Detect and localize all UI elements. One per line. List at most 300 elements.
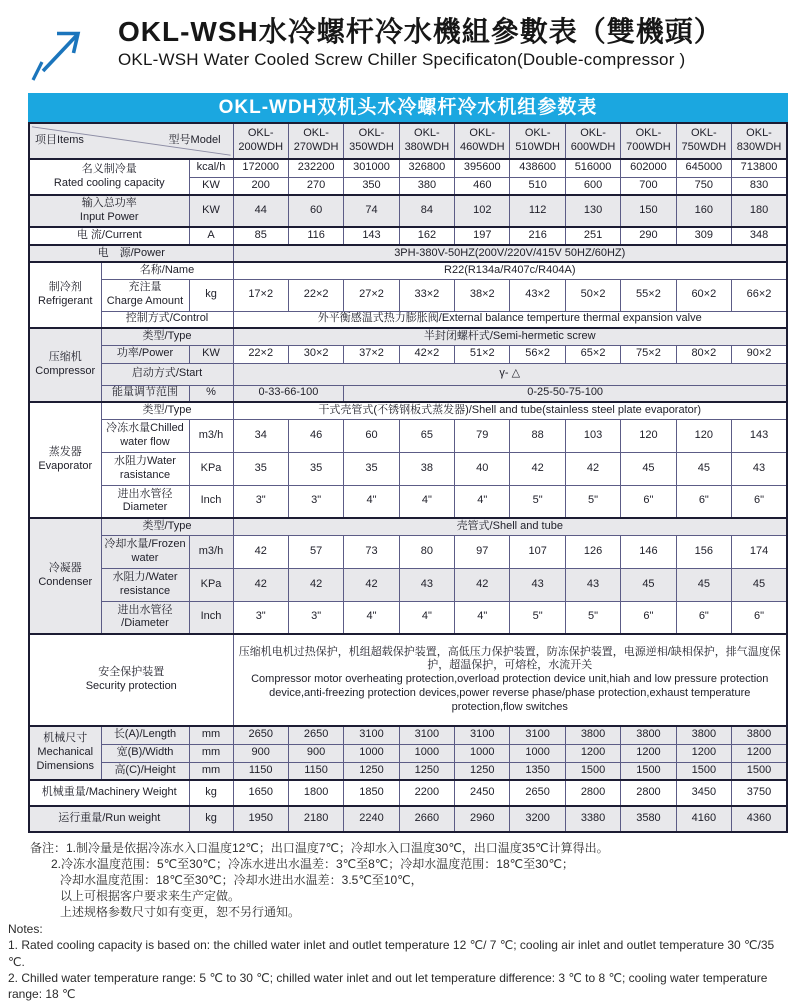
label-run-weight bbox=[29, 806, 189, 832]
row-refrigerant-name bbox=[29, 262, 787, 279]
value-current-200WDH: 85 bbox=[233, 227, 288, 245]
label-en: rasistance bbox=[119, 468, 171, 481]
row-current bbox=[29, 227, 787, 245]
label-en: Diameter bbox=[122, 501, 168, 514]
label-dim-height bbox=[101, 762, 189, 780]
label-chilled-water-flow bbox=[101, 419, 189, 452]
value-dim-length-750WDH: 3800 bbox=[676, 726, 731, 744]
row-security-protection bbox=[29, 634, 787, 726]
value-input-power-830WDH: 180 bbox=[732, 195, 787, 227]
value-cooling-kcal-830WDH: 713800 bbox=[732, 159, 787, 177]
value-run-weight-600WDH: 3380 bbox=[565, 806, 620, 832]
security-text-zh: 压缩机电机过热保护，机组超载保护装置，高低压力保护装置，防冻保护装置，电源逆相/缺相保护，排气温度保护，超温保护，可熔栓，水流开关 bbox=[238, 645, 781, 672]
value-machinery-weight-200WDH: 1650 bbox=[233, 780, 288, 806]
security-text-en: Compressor motor overheating protection,overload protection device unit,hiah and low pressure protection device,anti-freezing protection devices,power reverse phase/phase protection,exhaust temperature protection,flow switches bbox=[251, 673, 769, 713]
unit-compressor-power: KW bbox=[189, 345, 233, 363]
value-evap-pipe-diameter-350WDH: 4" bbox=[344, 485, 399, 518]
unit-cond-pipe-diameter: Inch bbox=[189, 601, 233, 634]
value-input-power-270WDH: 60 bbox=[288, 195, 343, 227]
model-header-830WDH: OKL- 830WDH bbox=[732, 123, 787, 159]
unit-evap-pipe-diameter: Inch bbox=[189, 485, 233, 518]
value-dim-width-510WDH: 1000 bbox=[510, 744, 565, 762]
value-cooling-kcal-510WDH: 438600 bbox=[510, 159, 565, 177]
value-cooling-kw-200WDH: 200 bbox=[233, 177, 288, 195]
unit-cooling-kcal: kcal/h bbox=[189, 159, 233, 177]
label-zh: 机械尺寸 bbox=[43, 732, 88, 745]
value-dim-length-700WDH: 3800 bbox=[621, 726, 676, 744]
value-input-power-380WDH: 84 bbox=[399, 195, 454, 227]
value-dim-height-380WDH: 1250 bbox=[399, 762, 454, 780]
note-zh-line: 备注：1.制冷量是依据冷冻水入口温度12℃；出口温度7℃；冷却水入口温度30℃，出口温度35℃计算得出。 bbox=[30, 841, 609, 855]
row-charge-amount bbox=[29, 279, 787, 311]
value-input-power-200WDH: 44 bbox=[233, 195, 288, 227]
label-en: Evaporator bbox=[38, 460, 93, 472]
value-chilled-water-flow-700WDH: 120 bbox=[621, 419, 676, 452]
group-label-dim-length bbox=[29, 726, 101, 780]
value-charge-amount-750WDH: 60×2 bbox=[676, 279, 731, 311]
value-cooling-water-flow-700WDH: 146 bbox=[621, 535, 676, 568]
value-cooling-water-flow-830WDH: 174 bbox=[732, 535, 787, 568]
value-cooling-kw-510WDH: 510 bbox=[510, 177, 565, 195]
label-zh: 压缩机 bbox=[48, 351, 82, 364]
value-charge-amount-200WDH: 17×2 bbox=[233, 279, 288, 311]
document-header bbox=[0, 0, 790, 82]
row-dim-length bbox=[29, 726, 787, 744]
value-machinery-weight-830WDH: 3750 bbox=[732, 780, 787, 806]
arrow-up-right-icon bbox=[30, 24, 94, 82]
label-zh: 控制方式/Control bbox=[125, 312, 209, 325]
value-compressor-power-200WDH: 22×2 bbox=[233, 345, 288, 363]
label-cooling-water-flow bbox=[101, 535, 189, 568]
group-label-condenser-type bbox=[29, 518, 101, 634]
label-compressor-type bbox=[101, 328, 233, 345]
value-run-weight-200WDH: 1950 bbox=[233, 806, 288, 832]
label-en: Charge Amount bbox=[106, 295, 184, 307]
value-dim-length-600WDH: 3800 bbox=[565, 726, 620, 744]
value-dim-length-200WDH: 2650 bbox=[233, 726, 288, 744]
row-input-power bbox=[29, 195, 787, 227]
value-evap-pipe-diameter-510WDH: 5" bbox=[510, 485, 565, 518]
value-dim-width-270WDH: 900 bbox=[288, 744, 343, 762]
value-evap-pipe-diameter-270WDH: 3" bbox=[288, 485, 343, 518]
model-header-750WDH: OKL- 750WDH bbox=[676, 123, 731, 159]
value-input-power-510WDH: 112 bbox=[510, 195, 565, 227]
value-current-380WDH: 162 bbox=[399, 227, 454, 245]
value-chilled-water-flow-460WDH: 79 bbox=[455, 419, 510, 452]
value-cond-pipe-diameter-700WDH: 6" bbox=[621, 601, 676, 634]
value-cooling-kcal-200WDH: 172000 bbox=[233, 159, 288, 177]
row-compressor-type bbox=[29, 328, 787, 345]
value-machinery-weight-600WDH: 2800 bbox=[565, 780, 620, 806]
unit-chilled-water-flow: m3/h bbox=[189, 419, 233, 452]
brand-arrow-logo bbox=[30, 24, 94, 82]
note-zh-line: 2.冷冻水温度范围：5℃至30℃；冷冻水进出水温差：3℃至8℃；冷却水温度范围：18℃至30℃； bbox=[51, 857, 574, 872]
label-refrigerant-name bbox=[101, 262, 233, 279]
value-evap-pipe-diameter-380WDH: 4" bbox=[399, 485, 454, 518]
value-cooling-kw-350WDH: 350 bbox=[344, 177, 399, 195]
value-charge-amount-600WDH: 50×2 bbox=[565, 279, 620, 311]
value-cooling-water-flow-270WDH: 57 bbox=[288, 535, 343, 568]
value-dim-length-510WDH: 3100 bbox=[510, 726, 565, 744]
value-evap-pipe-diameter-600WDH: 5" bbox=[565, 485, 620, 518]
value-cooling-water-flow-380WDH: 80 bbox=[399, 535, 454, 568]
label-zh: 水阻力Water bbox=[114, 454, 176, 467]
value-dim-length-460WDH: 3100 bbox=[455, 726, 510, 744]
value-evap-water-resistance-350WDH: 35 bbox=[344, 452, 399, 485]
value-current-510WDH: 216 bbox=[510, 227, 565, 245]
page-title-english: OKL-WSH Water Cooled Screw Chiller Specificaton(Double-compressor ) bbox=[118, 50, 686, 70]
value-dim-height-600WDH: 1500 bbox=[565, 762, 620, 780]
value-run-weight-380WDH: 2660 bbox=[399, 806, 454, 832]
value-compressor-power-600WDH: 65×2 bbox=[565, 345, 620, 363]
label-zh: 冷凝器 bbox=[48, 562, 82, 575]
value-evap-pipe-diameter-700WDH: 6" bbox=[621, 485, 676, 518]
value-dim-width-200WDH: 900 bbox=[233, 744, 288, 762]
value-machinery-weight-700WDH: 2800 bbox=[621, 780, 676, 806]
value-evap-water-resistance-460WDH: 40 bbox=[455, 452, 510, 485]
value-cooling-kw-700WDH: 700 bbox=[621, 177, 676, 195]
value-cooling-water-flow-350WDH: 73 bbox=[344, 535, 399, 568]
value-chilled-water-flow-750WDH: 120 bbox=[676, 419, 731, 452]
value-run-weight-350WDH: 2240 bbox=[344, 806, 399, 832]
label-zh: 输入总功率 bbox=[81, 197, 137, 210]
value-dim-height-830WDH: 1500 bbox=[732, 762, 787, 780]
notes-chinese bbox=[8, 840, 790, 920]
row-dim-width bbox=[29, 744, 787, 762]
row-control bbox=[29, 311, 787, 328]
label-current bbox=[29, 227, 189, 245]
value-input-power-700WDH: 150 bbox=[621, 195, 676, 227]
value-machinery-weight-270WDH: 1800 bbox=[288, 780, 343, 806]
label-zh: 名称/Name bbox=[139, 263, 195, 276]
value-charge-amount-270WDH: 22×2 bbox=[288, 279, 343, 311]
note-en-line: 1. Rated cooling capacity is based on: the chilled water inlet and outlet temperature 12 ℃/ 7 ℃; cooling air inlet and outlet temperature 30 ℃/35 ℃. bbox=[8, 938, 775, 969]
label-zh: 蒸发器 bbox=[48, 446, 82, 459]
label-zh: 长(A)/Length bbox=[113, 728, 177, 741]
label-condenser-type bbox=[101, 518, 233, 535]
label-en: Mechanical Dimensions bbox=[36, 746, 94, 772]
label-zh: 冷冻水量Chilled bbox=[106, 421, 184, 434]
label-zh: 进出水管径 bbox=[117, 603, 173, 616]
value-cooling-kw-750WDH: 750 bbox=[676, 177, 731, 195]
label-en: Input Power bbox=[79, 211, 139, 223]
value-cooling-water-flow-200WDH: 42 bbox=[233, 535, 288, 568]
value-current-270WDH: 116 bbox=[288, 227, 343, 245]
label-zh: 能量调节范围 bbox=[112, 386, 178, 399]
value-current-350WDH: 143 bbox=[344, 227, 399, 245]
label-zh: 类型/Type bbox=[142, 403, 192, 416]
value-cooling-kw-460WDH: 460 bbox=[455, 177, 510, 195]
label-cond-water-resistance bbox=[101, 568, 189, 601]
value-cond-water-resistance-700WDH: 45 bbox=[621, 568, 676, 601]
value-cond-water-resistance-270WDH: 42 bbox=[288, 568, 343, 601]
value-charge-amount-380WDH: 33×2 bbox=[399, 279, 454, 311]
value-run-weight-750WDH: 4160 bbox=[676, 806, 731, 832]
row-dim-height bbox=[29, 762, 787, 780]
label-evap-water-resistance bbox=[101, 452, 189, 485]
value-cooling-kcal-700WDH: 602000 bbox=[621, 159, 676, 177]
note-en-line: 2. Chilled water temperature range: 5 ℃ to 30 ℃; chilled water inlet and out let temperature difference: 3 ℃ to 8 ℃; cooling water temperature range: 18 ℃ bbox=[8, 970, 768, 1001]
label-cond-pipe-diameter bbox=[101, 601, 189, 634]
value-dim-height-270WDH: 1150 bbox=[288, 762, 343, 780]
model-header-510WDH: OKL- 510WDH bbox=[510, 123, 565, 159]
label-zh: 制冷剂 bbox=[48, 281, 82, 294]
notes-section bbox=[8, 840, 790, 1002]
value-dim-height-750WDH: 1500 bbox=[676, 762, 731, 780]
value-current-600WDH: 251 bbox=[565, 227, 620, 245]
label-dim-length bbox=[101, 726, 189, 744]
model-header-270WDH: OKL- 270WDH bbox=[288, 123, 343, 159]
value-dim-height-700WDH: 1500 bbox=[621, 762, 676, 780]
value-security-protection bbox=[233, 634, 787, 726]
label-zh: 安全保护装置 bbox=[98, 666, 165, 679]
value-charge-amount-510WDH: 43×2 bbox=[510, 279, 565, 311]
value-compressor-power-830WDH: 90×2 bbox=[732, 345, 787, 363]
value-input-power-750WDH: 160 bbox=[676, 195, 731, 227]
value-dim-height-460WDH: 1250 bbox=[455, 762, 510, 780]
unit-cond-water-resistance: KPa bbox=[189, 568, 233, 601]
value-cooling-kcal-460WDH: 395600 bbox=[455, 159, 510, 177]
model-header-700WDH: OKL- 700WDH bbox=[621, 123, 676, 159]
value-cond-pipe-diameter-350WDH: 4" bbox=[344, 601, 399, 634]
row-energy-range bbox=[29, 385, 787, 402]
row-evap-pipe-diameter bbox=[29, 485, 787, 518]
label-zh: 功率/Power bbox=[116, 347, 174, 360]
value-cond-water-resistance-200WDH: 42 bbox=[233, 568, 288, 601]
value-cond-pipe-diameter-270WDH: 3" bbox=[288, 601, 343, 634]
value-cond-pipe-diameter-200WDH: 3" bbox=[233, 601, 288, 634]
value-cond-water-resistance-750WDH: 45 bbox=[676, 568, 731, 601]
note-zh-line: 上述规格参数尺寸如有变更，恕不另行通知。 bbox=[60, 905, 301, 920]
unit-cooling-water-flow: m3/h bbox=[189, 535, 233, 568]
value-evap-pipe-diameter-460WDH: 4" bbox=[455, 485, 510, 518]
unit-run-weight: kg bbox=[189, 806, 233, 832]
value-dim-width-600WDH: 1200 bbox=[565, 744, 620, 762]
value-cond-water-resistance-380WDH: 43 bbox=[399, 568, 454, 601]
value-dim-width-830WDH: 1200 bbox=[732, 744, 787, 762]
value-evap-water-resistance-600WDH: 42 bbox=[565, 452, 620, 485]
label-en: water bbox=[131, 551, 159, 564]
value-cooling-kw-830WDH: 830 bbox=[732, 177, 787, 195]
note-en-line: Notes: bbox=[8, 922, 43, 937]
value-dim-height-350WDH: 1250 bbox=[344, 762, 399, 780]
label-zh: 高(C)/Height bbox=[114, 763, 176, 776]
value-current-830WDH: 348 bbox=[732, 227, 787, 245]
value-charge-amount-350WDH: 27×2 bbox=[344, 279, 399, 311]
value-cond-pipe-diameter-750WDH: 6" bbox=[676, 601, 731, 634]
value-cooling-kcal-270WDH: 232200 bbox=[288, 159, 343, 177]
value-power-source: 3PH-380V-50HZ(200V/220V/415V 50HZ/60HZ) bbox=[233, 245, 787, 262]
label-zh: 冷却水量/Frozen bbox=[104, 537, 186, 550]
row-cond-water-resistance bbox=[29, 568, 787, 601]
label-zh: 名义制冷量 bbox=[81, 163, 137, 176]
value-cooling-kw-270WDH: 270 bbox=[288, 177, 343, 195]
value-cond-pipe-diameter-380WDH: 4" bbox=[399, 601, 454, 634]
row-chilled-water-flow bbox=[29, 419, 787, 452]
value-dim-length-270WDH: 2650 bbox=[288, 726, 343, 744]
value-chilled-water-flow-830WDH: 143 bbox=[732, 419, 787, 452]
value-evap-pipe-diameter-830WDH: 6" bbox=[732, 485, 787, 518]
value-input-power-460WDH: 102 bbox=[455, 195, 510, 227]
value-evap-water-resistance-380WDH: 38 bbox=[399, 452, 454, 485]
label-dim-width bbox=[101, 744, 189, 762]
value-cond-water-resistance-510WDH: 43 bbox=[510, 568, 565, 601]
value-cond-pipe-diameter-510WDH: 5" bbox=[510, 601, 565, 634]
value-chilled-water-flow-350WDH: 60 bbox=[344, 419, 399, 452]
value-evaporator-type: 干式壳管式(不锈钢板式蒸发器)/Shell and tube(stainless steel plate evaporator) bbox=[233, 402, 787, 419]
row-cooling-kcal bbox=[29, 159, 787, 177]
label-en: water flow bbox=[120, 435, 170, 448]
value-machinery-weight-350WDH: 1850 bbox=[344, 780, 399, 806]
value-evap-water-resistance-700WDH: 45 bbox=[621, 452, 676, 485]
model-header-row bbox=[29, 123, 787, 159]
value-cond-water-resistance-830WDH: 45 bbox=[732, 568, 787, 601]
value-cooling-kcal-750WDH: 645000 bbox=[676, 159, 731, 177]
label-evap-pipe-diameter bbox=[101, 485, 189, 518]
value-cond-pipe-diameter-600WDH: 5" bbox=[565, 601, 620, 634]
value-cooling-water-flow-750WDH: 156 bbox=[676, 535, 731, 568]
row-machinery-weight bbox=[29, 780, 787, 806]
value-dim-length-350WDH: 3100 bbox=[344, 726, 399, 744]
value-condenser-type: 壳管式/Shell and tube bbox=[233, 518, 787, 535]
value-run-weight-270WDH: 2180 bbox=[288, 806, 343, 832]
unit-dim-length: mm bbox=[189, 726, 233, 744]
label-en: Rated cooling capacity bbox=[53, 177, 165, 189]
value-compressor-type: 半封闭螺杆式/Semi-hermetic screw bbox=[233, 328, 787, 345]
label-en: Security protection bbox=[85, 680, 177, 692]
value-machinery-weight-510WDH: 2650 bbox=[510, 780, 565, 806]
label-zh: 类型/Type bbox=[142, 329, 192, 342]
label-en: Condenser bbox=[38, 576, 93, 588]
value-cond-water-resistance-600WDH: 43 bbox=[565, 568, 620, 601]
value-dim-length-830WDH: 3800 bbox=[732, 726, 787, 744]
value-evap-water-resistance-510WDH: 42 bbox=[510, 452, 565, 485]
value-energy-range-1: 0-25-50-75-100 bbox=[344, 385, 787, 402]
value-dim-length-380WDH: 3100 bbox=[399, 726, 454, 744]
value-cooling-water-flow-460WDH: 97 bbox=[455, 535, 510, 568]
label-en: Refrigerant bbox=[38, 295, 93, 307]
label-zh: 机械重量/Machinery Weight bbox=[41, 786, 177, 799]
unit-dim-width: mm bbox=[189, 744, 233, 762]
label-security-protection bbox=[29, 634, 233, 726]
unit-input-power: KW bbox=[189, 195, 233, 227]
value-energy-range-0: 0-33-66-100 bbox=[233, 385, 344, 402]
value-cond-water-resistance-460WDH: 42 bbox=[455, 568, 510, 601]
label-en: Compressor bbox=[35, 365, 96, 377]
value-charge-amount-700WDH: 55×2 bbox=[621, 279, 676, 311]
label-zh: 电 流/Current bbox=[76, 229, 142, 242]
value-charge-amount-460WDH: 38×2 bbox=[455, 279, 510, 311]
unit-charge-amount: kg bbox=[189, 279, 233, 311]
value-current-750WDH: 309 bbox=[676, 227, 731, 245]
value-cooling-water-flow-600WDH: 126 bbox=[565, 535, 620, 568]
unit-cooling-kw: KW bbox=[189, 177, 233, 195]
value-machinery-weight-750WDH: 3450 bbox=[676, 780, 731, 806]
label-compressor-power bbox=[101, 345, 189, 363]
label-charge-amount bbox=[101, 279, 189, 311]
spec-table bbox=[28, 122, 788, 833]
label-zh: 运行重量/Run weight bbox=[58, 812, 161, 825]
value-machinery-weight-460WDH: 2450 bbox=[455, 780, 510, 806]
value-dim-width-380WDH: 1000 bbox=[399, 744, 454, 762]
value-charge-amount-830WDH: 66×2 bbox=[732, 279, 787, 311]
unit-evap-water-resistance: KPa bbox=[189, 452, 233, 485]
note-zh-line: 以上可根据客户要求来生产定做。 bbox=[60, 889, 241, 904]
row-condenser-type bbox=[29, 518, 787, 535]
page-title-chinese: OKL-WSH水冷螺杆冷水機組參數表（雙機頭） bbox=[118, 16, 723, 47]
value-cooling-kcal-350WDH: 301000 bbox=[344, 159, 399, 177]
unit-dim-height: mm bbox=[189, 762, 233, 780]
row-run-weight bbox=[29, 806, 787, 832]
value-run-weight-510WDH: 3200 bbox=[510, 806, 565, 832]
value-run-weight-830WDH: 4360 bbox=[732, 806, 787, 832]
label-cooling-kcal bbox=[29, 159, 189, 195]
row-power-source bbox=[29, 245, 787, 262]
label-zh: 宽(B)/Width bbox=[116, 746, 174, 759]
row-evap-water-resistance bbox=[29, 452, 787, 485]
value-cooling-kcal-600WDH: 516000 bbox=[565, 159, 620, 177]
label-control bbox=[101, 311, 233, 328]
label-en: resistance bbox=[119, 584, 171, 597]
group-label-evaporator-type bbox=[29, 402, 101, 518]
value-refrigerant-name: R22(R134a/R407c/R404A) bbox=[233, 262, 787, 279]
value-cooling-kw-600WDH: 600 bbox=[565, 177, 620, 195]
label-energy-range bbox=[101, 385, 189, 402]
row-compressor-power bbox=[29, 345, 787, 363]
value-compressor-power-700WDH: 75×2 bbox=[621, 345, 676, 363]
value-evap-water-resistance-830WDH: 43 bbox=[732, 452, 787, 485]
model-header-350WDH: OKL- 350WDH bbox=[344, 123, 399, 159]
row-cooling-water-flow bbox=[29, 535, 787, 568]
value-cond-water-resistance-350WDH: 42 bbox=[344, 568, 399, 601]
label-zh: 充注量 bbox=[128, 281, 162, 294]
value-evap-water-resistance-750WDH: 45 bbox=[676, 452, 731, 485]
label-zh: 类型/Type bbox=[142, 519, 192, 532]
value-run-weight-700WDH: 3580 bbox=[621, 806, 676, 832]
value-compressor-power-350WDH: 37×2 bbox=[344, 345, 399, 363]
value-chilled-water-flow-200WDH: 34 bbox=[233, 419, 288, 452]
value-compressor-power-270WDH: 30×2 bbox=[288, 345, 343, 363]
unit-current: A bbox=[189, 227, 233, 245]
value-control: 外平衡感温式热力膨胀阀/External balance temperture thermal expansion valve bbox=[233, 311, 787, 328]
label-zh: 启动方式/Start bbox=[131, 367, 203, 380]
value-chilled-water-flow-270WDH: 46 bbox=[288, 419, 343, 452]
value-cooling-kw-380WDH: 380 bbox=[399, 177, 454, 195]
value-input-power-350WDH: 74 bbox=[344, 195, 399, 227]
corner-model-label: 型号Model bbox=[168, 134, 221, 147]
row-start-mode bbox=[29, 363, 787, 385]
unit-machinery-weight: kg bbox=[189, 780, 233, 806]
notes-english bbox=[8, 921, 790, 1001]
model-header-200WDH: OKL- 200WDH bbox=[233, 123, 288, 159]
value-input-power-600WDH: 130 bbox=[565, 195, 620, 227]
value-evap-water-resistance-200WDH: 35 bbox=[233, 452, 288, 485]
table-title-banner: OKL-WDH双机头水冷螺杆冷水机组参数表 bbox=[28, 93, 788, 122]
label-power-source bbox=[29, 245, 233, 262]
group-label-refrigerant-name bbox=[29, 262, 101, 328]
value-dim-width-700WDH: 1200 bbox=[621, 744, 676, 762]
value-dim-height-510WDH: 1350 bbox=[510, 762, 565, 780]
value-machinery-weight-380WDH: 2200 bbox=[399, 780, 454, 806]
value-evap-water-resistance-270WDH: 35 bbox=[288, 452, 343, 485]
value-dim-width-460WDH: 1000 bbox=[455, 744, 510, 762]
value-compressor-power-750WDH: 80×2 bbox=[676, 345, 731, 363]
value-chilled-water-flow-510WDH: 88 bbox=[510, 419, 565, 452]
value-compressor-power-460WDH: 51×2 bbox=[455, 345, 510, 363]
row-evaporator-type bbox=[29, 402, 787, 419]
value-cooling-water-flow-510WDH: 107 bbox=[510, 535, 565, 568]
title-block bbox=[118, 16, 723, 70]
